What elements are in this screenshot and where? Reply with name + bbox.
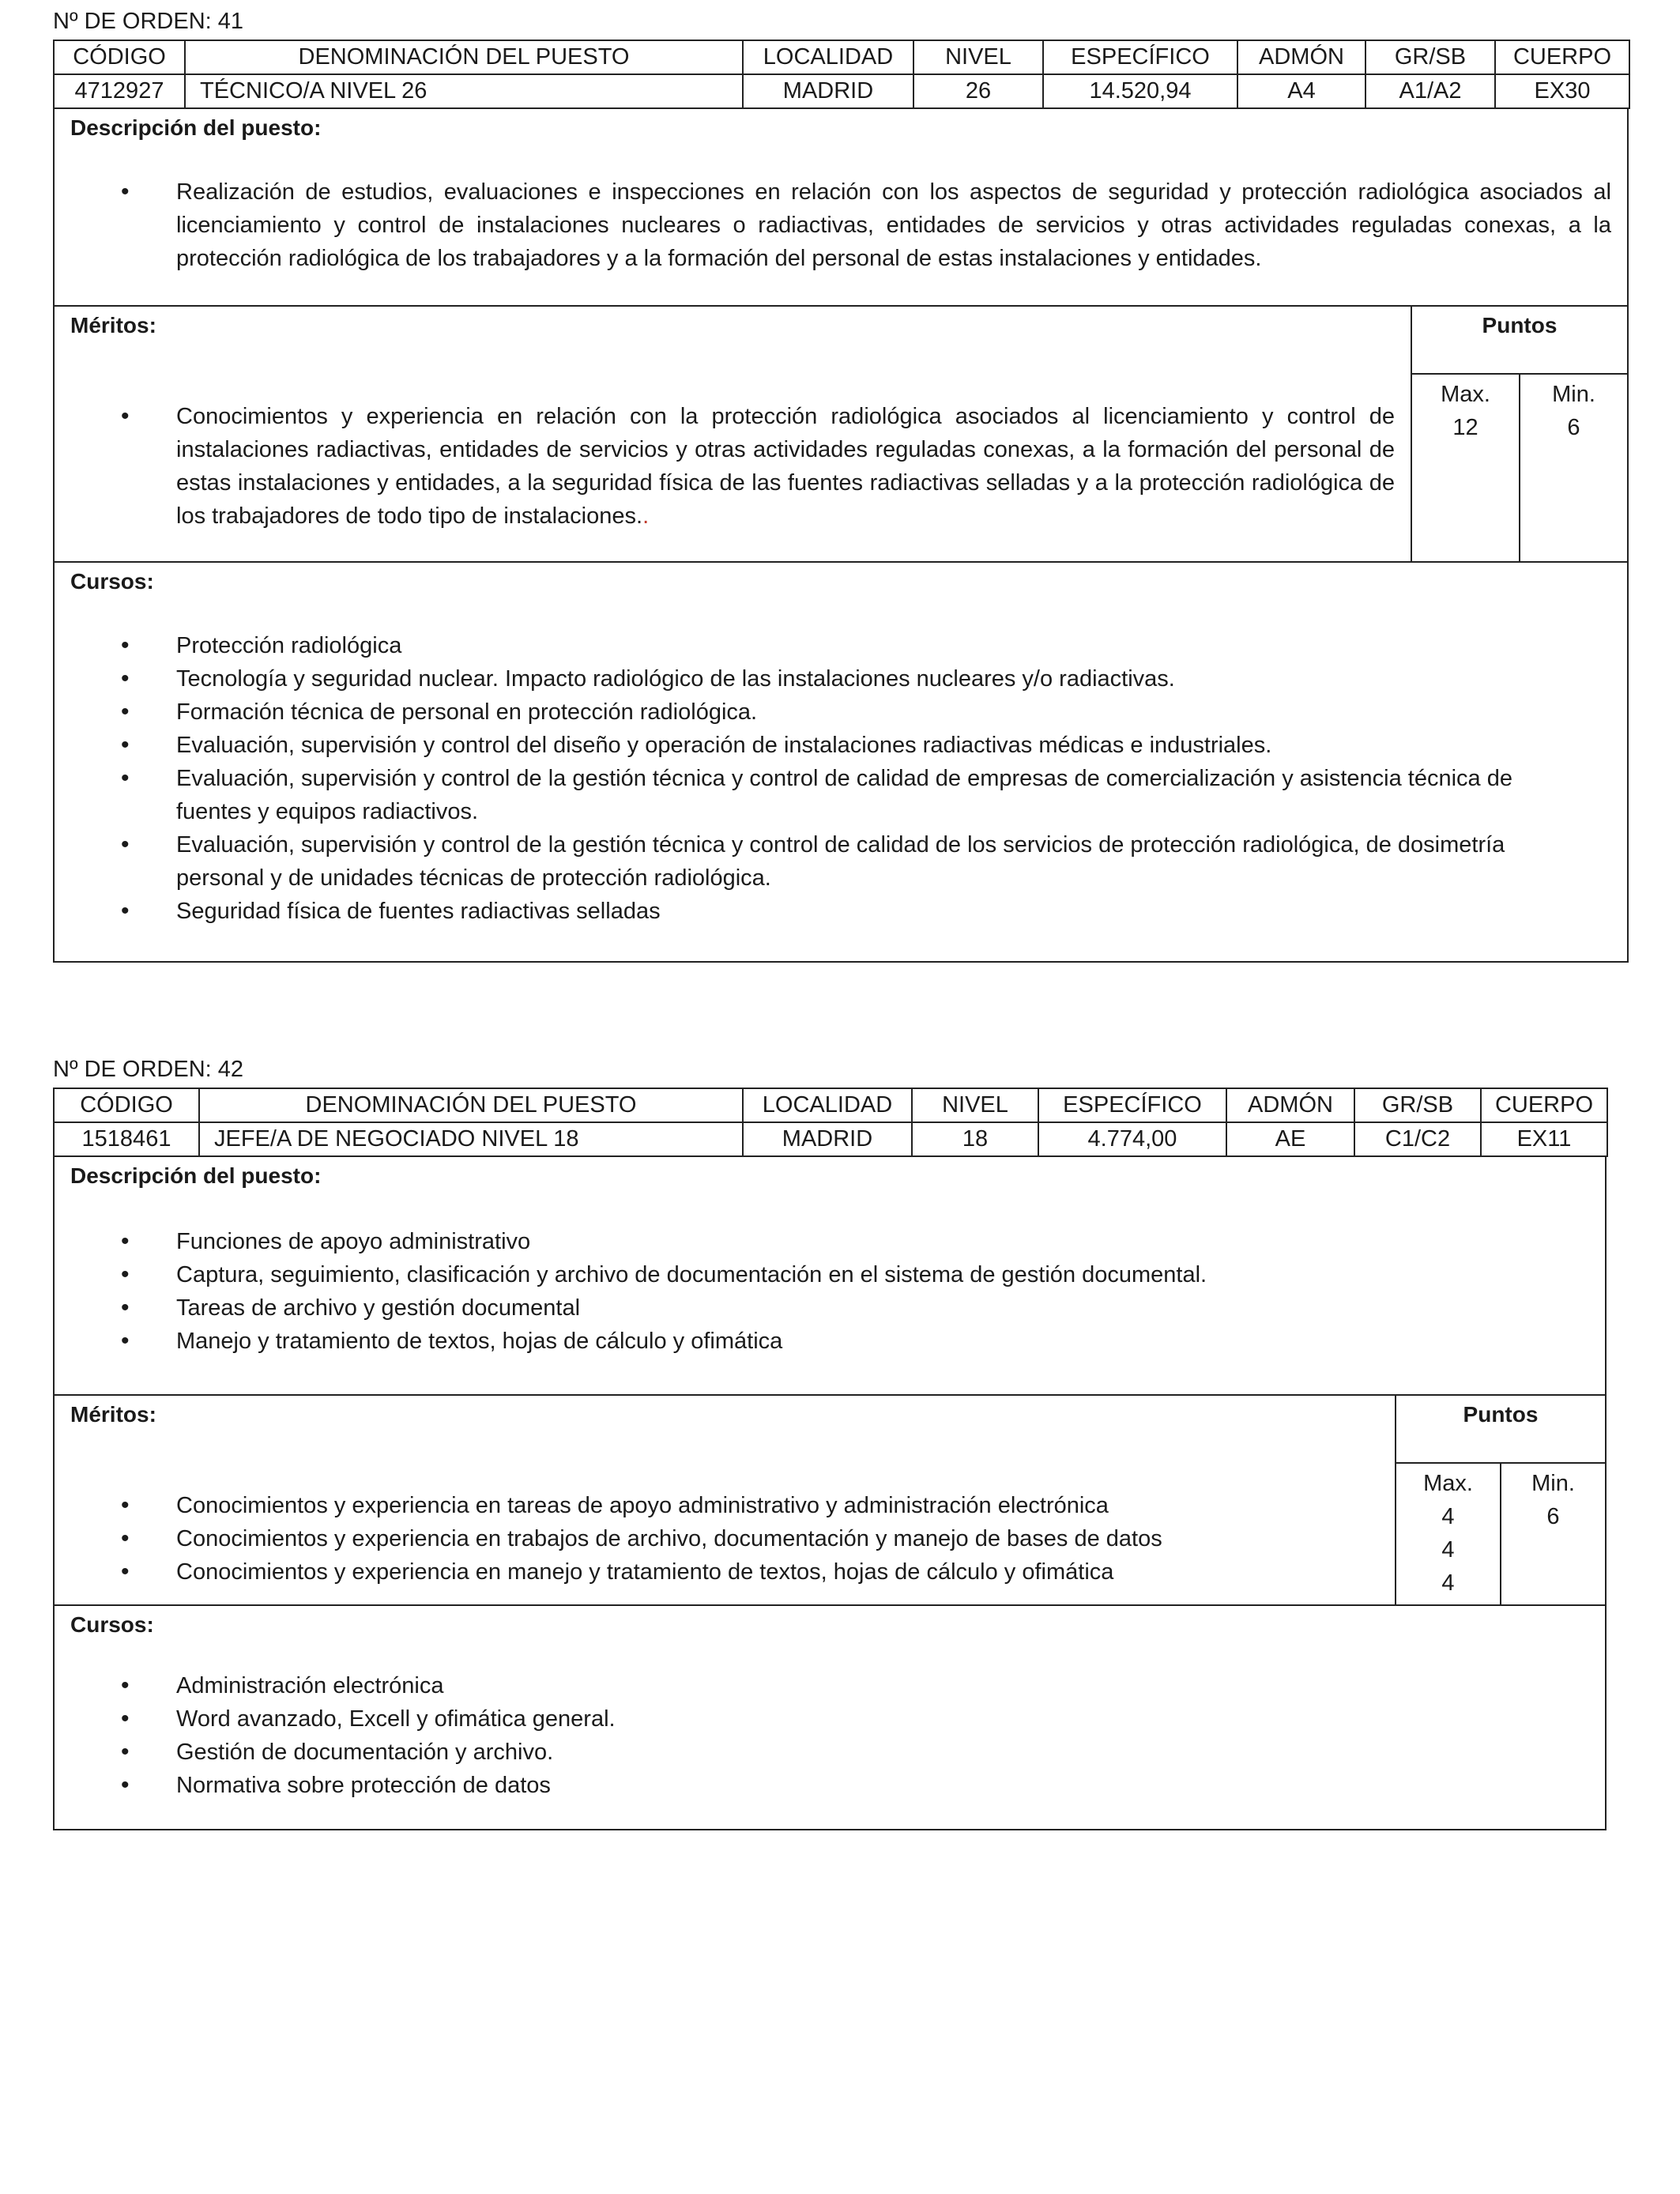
header-nivel: NIVEL (912, 1088, 1038, 1122)
table-row (54, 1122, 1607, 1156)
max-label: Max. (1441, 382, 1490, 407)
table-header-row (54, 1088, 1607, 1122)
descripcion-title: Descripción del puesto: (70, 115, 322, 140)
cell-denominacion: TÉCNICO/A NIVEL 26 (185, 74, 743, 108)
list-item: • Funciones de apoyo administrativo (176, 1225, 1589, 1258)
min-label: Min. (1531, 1471, 1575, 1496)
position-table (53, 40, 1630, 109)
meritos-content (55, 1396, 1396, 1604)
puntos-values (1412, 375, 1627, 561)
min-label: Min. (1552, 382, 1595, 407)
meritos-content (55, 307, 1412, 561)
list-item: • Administración electrónica (176, 1669, 1589, 1702)
puntos-values (1396, 1464, 1605, 1604)
cell-grsb: A1/A2 (1365, 74, 1495, 108)
header-admon: ADMÓN (1226, 1088, 1354, 1122)
header-grsb: GR/SB (1354, 1088, 1481, 1122)
header-codigo: CÓDIGO (54, 40, 185, 74)
max-column (1412, 375, 1519, 561)
list-item: • Evaluación, supervisión y control de la gestión técnica y control de calidad de los servicios de protección radiológica, de dosimetría personal y de unidades técnicas de protección radiológica. (176, 828, 1588, 895)
descripcion-title: Descripción del puesto: (70, 1163, 322, 1188)
list-item: • Captura, seguimiento, clasificación y archivo de documentación en el sistema de gestión documental. (176, 1258, 1589, 1291)
header-denominacion: DENOMINACIÓN DEL PUESTO (199, 1088, 743, 1122)
descripcion-list (55, 1225, 1605, 1358)
cursos-title: Cursos: (70, 569, 154, 594)
cell-localidad: MADRID (743, 74, 913, 108)
cell-cuerpo: EX11 (1481, 1122, 1607, 1156)
cursos-title: Cursos: (70, 1612, 154, 1637)
min-value: 6 (1546, 1504, 1560, 1529)
header-admon: ADMÓN (1237, 40, 1365, 74)
meritos-list (55, 400, 1411, 533)
list-item: • Manejo y tratamiento de textos, hojas de cálculo y ofimática (176, 1325, 1589, 1358)
puntos-title: Puntos (1412, 307, 1627, 375)
min-value: 6 (1567, 415, 1580, 440)
cell-codigo: 1518461 (54, 1122, 199, 1156)
cell-especifico: 14.520,94 (1043, 74, 1237, 108)
cell-cuerpo: EX30 (1495, 74, 1629, 108)
header-cuerpo: CUERPO (1495, 40, 1629, 74)
list-item: • Gestión de documentación y archivo. (176, 1736, 1589, 1769)
max-value: 12 (1452, 415, 1478, 440)
meritos-title: Méritos: (70, 1402, 156, 1427)
cell-localidad: MADRID (743, 1122, 912, 1156)
header-especifico: ESPECÍFICO (1038, 1088, 1226, 1122)
puntos-panel (1396, 1396, 1605, 1604)
meritos-section (53, 1396, 1607, 1606)
position-table (53, 1088, 1608, 1157)
list-item: • Conocimientos y experiencia en relación con la protección radiológica asociados al licenciamiento y control de instalaciones radiactivas, entidades de servicios y otras actividades reguladas conexas, a la formación del personal de estas instalaciones y entidades, a la seguridad física de las fuentes radiactivas selladas y a la protección radiológica de los trabajadores de todo tipo de instalaciones.. (176, 400, 1395, 533)
cell-especifico: 4.774,00 (1038, 1122, 1226, 1156)
trailing-dot: . (642, 503, 650, 529)
cell-denominacion: JEFE/A DE NEGOCIADO NIVEL 18 (199, 1122, 743, 1156)
meritos-section (53, 307, 1629, 563)
list-item: • Tareas de archivo y gestión documental (176, 1291, 1589, 1325)
list-item: • Conocimientos y experiencia en tareas de apoyo administrativo y administración electrónica (176, 1489, 1379, 1522)
list-item: • Word avanzado, Excell y ofimática general. (176, 1702, 1589, 1736)
max-label: Max. (1423, 1471, 1473, 1496)
max-value: 4 (1441, 1570, 1455, 1596)
list-item: • Conocimientos y experiencia en trabajos de archivo, documentación y manejo de bases de datos (176, 1522, 1379, 1555)
cell-codigo: 4712927 (54, 74, 185, 108)
cursos-section (53, 1606, 1607, 1830)
cursos-list (55, 629, 1627, 928)
list-item: • Realización de estudios, evaluaciones e inspecciones en relación con los aspectos de seguridad y protección radiológica asociados al licenciamiento y control de instalaciones nucleares o radiactivas, entidades de servicios y otras actividades reguladas conexas, a la protección radiológica de los trabajadores y a la formación del personal de estas instalaciones y entidades. (176, 175, 1611, 275)
max-column (1396, 1464, 1500, 1604)
list-item: • Normativa sobre protección de datos (176, 1769, 1589, 1802)
cell-grsb: C1/C2 (1354, 1122, 1481, 1156)
descripcion-section (53, 109, 1629, 307)
list-item: • Formación técnica de personal en protección radiológica. (176, 696, 1588, 729)
header-localidad: LOCALIDAD (743, 1088, 912, 1122)
header-codigo: CÓDIGO (54, 1088, 199, 1122)
cell-admon: A4 (1237, 74, 1365, 108)
header-cuerpo: CUERPO (1481, 1088, 1607, 1122)
table-header-row (54, 40, 1629, 74)
header-especifico: ESPECÍFICO (1043, 40, 1237, 74)
order-number: Nº DE ORDEN: 42 (53, 1057, 244, 1082)
descripcion-list (55, 175, 1627, 275)
header-nivel: NIVEL (913, 40, 1043, 74)
position-block-41 (53, 3, 1629, 963)
header-grsb: GR/SB (1365, 40, 1495, 74)
cell-nivel: 18 (912, 1122, 1038, 1156)
min-column (1519, 375, 1627, 561)
list-item: • Evaluación, supervisión y control del diseño y operación de instalaciones radiactivas médicas e industriales. (176, 729, 1588, 762)
list-item: • Tecnología y seguridad nuclear. Impacto radiológico de las instalaciones nucleares y/o radiactivas. (176, 662, 1588, 696)
table-row (54, 74, 1629, 108)
descripcion-section (53, 1157, 1607, 1396)
list-item: • Evaluación, supervisión y control de la gestión técnica y control de calidad de empresas de comercialización y asistencia técnica de fuentes y equipos radiactivos. (176, 762, 1588, 828)
cursos-list (55, 1669, 1605, 1802)
max-value: 4 (1441, 1537, 1455, 1563)
position-block-42 (53, 1051, 1607, 1830)
cell-admon: AE (1226, 1122, 1354, 1156)
cell-nivel: 26 (913, 74, 1043, 108)
puntos-title: Puntos (1396, 1396, 1605, 1464)
meritos-list (55, 1489, 1395, 1589)
list-item: • Protección radiológica (176, 629, 1588, 662)
order-number: Nº DE ORDEN: 41 (53, 9, 244, 34)
cursos-section (53, 563, 1629, 963)
list-item: • Seguridad física de fuentes radiactivas selladas (176, 895, 1588, 928)
list-item: • Conocimientos y experiencia en manejo y tratamiento de textos, hojas de cálculo y ofimática (176, 1555, 1379, 1589)
max-value: 4 (1441, 1504, 1455, 1529)
puntos-panel (1412, 307, 1627, 561)
min-column (1500, 1464, 1605, 1604)
header-localidad: LOCALIDAD (743, 40, 913, 74)
header-denominacion: DENOMINACIÓN DEL PUESTO (185, 40, 743, 74)
meritos-title: Méritos: (70, 313, 156, 337)
